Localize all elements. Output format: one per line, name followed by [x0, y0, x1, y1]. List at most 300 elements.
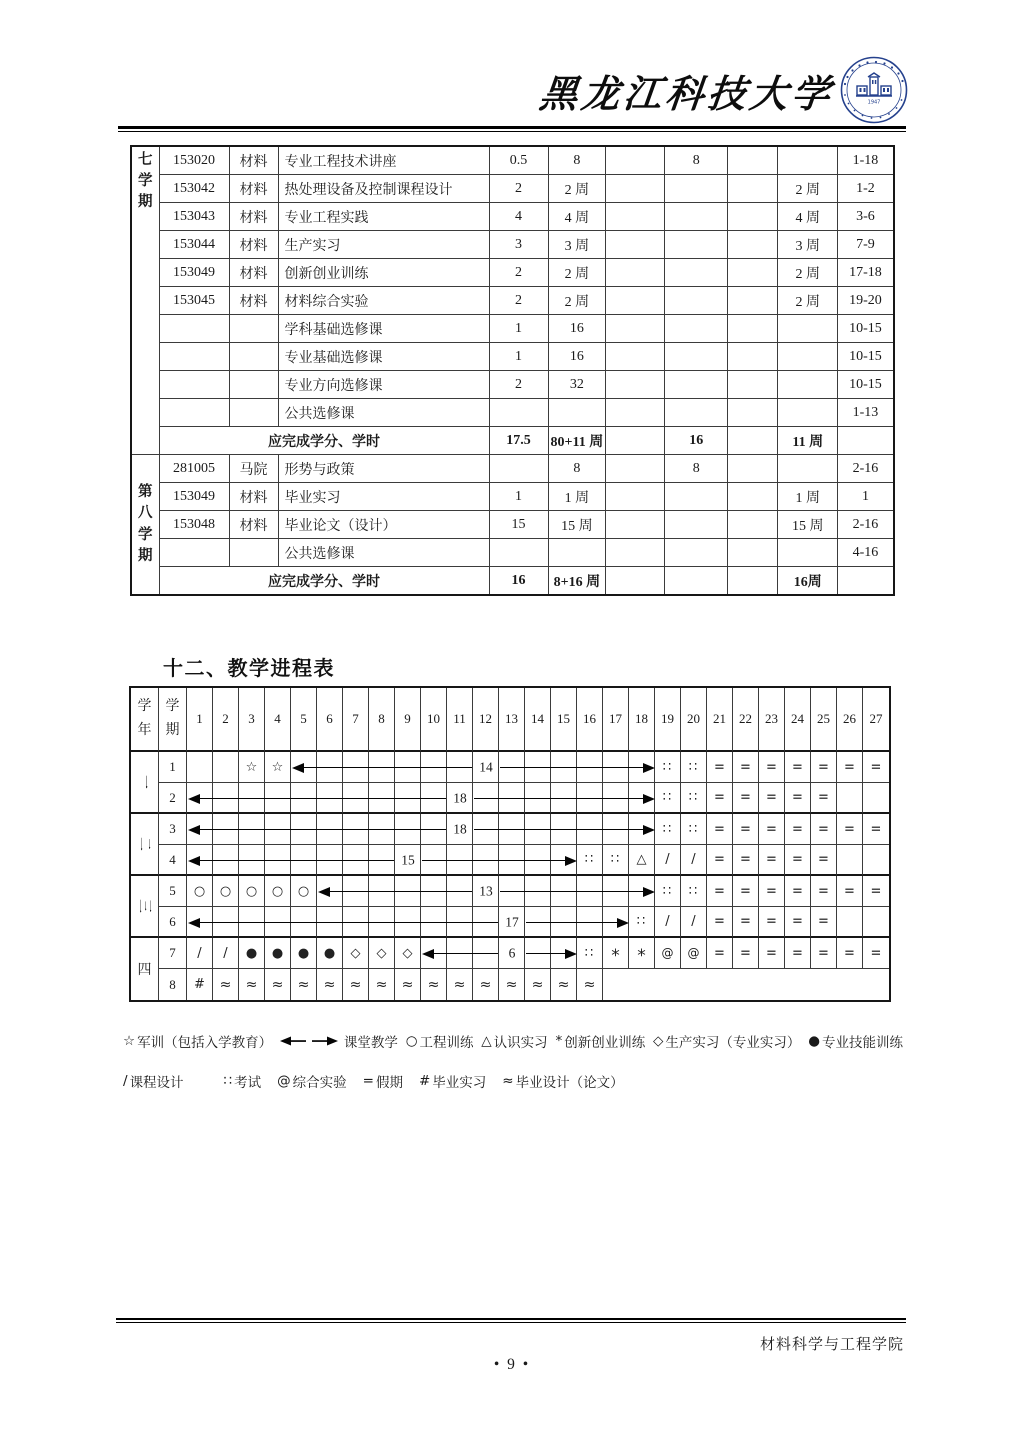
week-symbol: ◇ — [376, 945, 387, 961]
week-cell — [291, 752, 317, 783]
dept-cell: 材料 — [229, 287, 278, 315]
week-cell — [707, 845, 733, 876]
col-j-cell: 2 周 — [778, 175, 838, 203]
week-cell — [759, 938, 785, 969]
merged-empty-cell — [603, 969, 889, 1000]
week-cell — [213, 783, 239, 814]
week-header-cell: 19 — [655, 688, 681, 752]
legend-label: 工程训练 — [419, 1035, 474, 1050]
col-h-cell — [665, 539, 728, 567]
name-cell: 创新创业训练 — [278, 259, 489, 287]
week-cell — [291, 845, 317, 876]
week-header-cell: 23 — [759, 688, 785, 752]
name-cell: 专业工程技术讲座 — [278, 146, 489, 175]
hours-cell: 3 周 — [548, 231, 606, 259]
week-symbol: = — [766, 883, 777, 899]
week-cell — [473, 876, 499, 907]
week-cell — [551, 814, 577, 845]
dept-cell — [229, 315, 278, 343]
week-symbol: ● — [271, 945, 284, 961]
week-cell — [733, 876, 759, 907]
course-row — [131, 455, 894, 483]
week-cell — [317, 938, 343, 969]
week-cell — [499, 845, 525, 876]
week-cell — [577, 814, 603, 845]
legend-item — [808, 1031, 903, 1051]
week-symbol: / — [223, 945, 228, 961]
university-calligraphy: 黑龙江科技大学 — [537, 73, 836, 116]
week-symbol: ≈ — [323, 976, 336, 993]
col-h-cell — [665, 259, 728, 287]
week-symbol: = — [844, 883, 855, 899]
code-cell: 153049 — [159, 483, 229, 511]
week-cell — [811, 907, 837, 938]
week-symbol: = — [714, 914, 725, 929]
week-symbol: ≈ — [245, 976, 258, 993]
weeks-cell: 2-16 — [838, 455, 894, 483]
week-symbol: / — [197, 945, 202, 961]
summary-value-cell: 11 周 — [778, 427, 838, 455]
weeks-cell: 4-16 — [838, 539, 894, 567]
course-schedule-table — [130, 145, 895, 596]
week-cell — [733, 752, 759, 783]
legend-symbol: @ — [277, 1073, 291, 1089]
week-cell — [759, 907, 785, 938]
summary-row — [131, 567, 894, 596]
week-symbol: * — [611, 945, 620, 966]
week-header-cell: 9 — [395, 688, 421, 752]
col-g-cell — [606, 259, 665, 287]
week-cell — [785, 783, 811, 814]
hours-cell: 15 周 — [548, 511, 606, 539]
week-cell — [655, 876, 681, 907]
week-symbol: ∷ — [636, 914, 647, 929]
week-symbol: ∷ — [584, 945, 595, 961]
week-cell — [421, 938, 447, 969]
week-symbol: / — [665, 914, 670, 929]
week-cell — [837, 783, 863, 814]
week-cell — [473, 907, 499, 938]
week-cell — [473, 938, 499, 969]
week-symbol: = — [844, 945, 855, 961]
week-symbol: ∷ — [688, 883, 699, 899]
col-j-cell: 4 周 — [778, 203, 838, 231]
week-cell — [655, 938, 681, 969]
course-row — [131, 146, 894, 175]
university-seal-icon — [840, 56, 908, 124]
hours-cell — [548, 539, 606, 567]
page-number: • 9 • — [493, 1356, 531, 1373]
summary-row — [131, 427, 894, 455]
dept-cell: 材料 — [229, 146, 278, 175]
name-cell: 专业工程实践 — [278, 203, 489, 231]
col-j-cell: 1 周 — [778, 483, 838, 511]
week-symbol: ∷ — [584, 852, 595, 867]
dept-cell — [229, 371, 278, 399]
week-symbol: = — [792, 759, 803, 775]
week-cell — [863, 938, 889, 969]
col-j-cell — [778, 455, 838, 483]
hours-cell: 32 — [548, 371, 606, 399]
week-cell — [707, 907, 733, 938]
week-symbol: = — [792, 852, 803, 867]
week-symbol: ◇ — [402, 945, 413, 961]
week-symbol: / — [691, 852, 696, 867]
dept-cell: 材料 — [229, 231, 278, 259]
week-cell — [317, 845, 343, 876]
arrow-week-count: 18 — [450, 791, 470, 806]
credits-cell: 2 — [489, 259, 548, 287]
week-cell — [265, 845, 291, 876]
col-j-cell: 2 周 — [778, 259, 838, 287]
header-rule — [118, 126, 906, 132]
week-cell — [629, 938, 655, 969]
col-j-cell — [778, 315, 838, 343]
week-cell — [837, 876, 863, 907]
dept-cell: 马院 — [229, 455, 278, 483]
col-i-cell — [728, 287, 778, 315]
week-symbol: = — [844, 759, 855, 775]
col-j-cell: 3 周 — [778, 231, 838, 259]
year-label: 四 — [137, 963, 152, 978]
col-i-cell — [728, 483, 778, 511]
week-cell — [707, 938, 733, 969]
week-symbol: ● — [323, 945, 336, 961]
week-cell — [655, 845, 681, 876]
week-header-cell: 24 — [785, 688, 811, 752]
week-cell — [447, 814, 473, 845]
week-cell — [421, 783, 447, 814]
week-cell — [785, 845, 811, 876]
legend-symbol: # — [418, 1073, 431, 1089]
week-symbol: = — [870, 821, 882, 837]
week-cell — [369, 845, 395, 876]
hours-cell: 4 周 — [548, 203, 606, 231]
summary-value-cell: 80+11 周 — [548, 427, 606, 455]
course-row — [131, 231, 894, 259]
week-cell — [291, 907, 317, 938]
week-cell — [681, 845, 707, 876]
week-cell — [551, 938, 577, 969]
week-cell — [733, 783, 759, 814]
weeks-cell: 10-15 — [838, 371, 894, 399]
week-header-cell: 2 — [213, 688, 239, 752]
code-cell: 153049 — [159, 259, 229, 287]
week-symbol: = — [818, 914, 829, 929]
week-cell — [733, 907, 759, 938]
week-cell — [759, 814, 785, 845]
code-cell — [159, 315, 229, 343]
week-symbol: = — [740, 790, 751, 805]
legend-item — [363, 1071, 403, 1091]
credits-cell: 1 — [489, 343, 548, 371]
week-cell — [655, 814, 681, 845]
week-cell — [447, 783, 473, 814]
week-cell — [837, 814, 863, 845]
week-symbol: * — [637, 945, 646, 966]
week-header-cell: 10 — [421, 688, 447, 752]
week-symbol: = — [766, 759, 777, 775]
col-j-cell — [778, 399, 838, 427]
week-symbol: = — [766, 852, 777, 867]
col-g-cell — [606, 539, 665, 567]
week-cell — [499, 814, 525, 845]
arrow-week-count: 6 — [506, 946, 519, 961]
week-header-cell: 8 — [369, 688, 395, 752]
week-header-cell: 26 — [837, 688, 863, 752]
week-symbol: = — [740, 759, 751, 775]
col-g-cell — [606, 175, 665, 203]
week-cell — [733, 814, 759, 845]
week-cell — [499, 783, 525, 814]
credits-cell: 1 — [489, 315, 548, 343]
week-symbol: = — [792, 914, 803, 929]
semester-label-cell: 七 学 期 — [131, 146, 159, 455]
week-cell — [213, 845, 239, 876]
weeks-cell: 1-13 — [838, 399, 894, 427]
course-row — [131, 343, 894, 371]
code-cell: 153042 — [159, 175, 229, 203]
week-cell — [473, 752, 499, 783]
col-h-cell — [665, 483, 728, 511]
week-cell — [733, 938, 759, 969]
week-cell — [785, 814, 811, 845]
seal-year-text: 1947 — [867, 99, 881, 106]
week-cell — [343, 938, 369, 969]
code-cell: 153020 — [159, 146, 229, 175]
legend-item — [555, 1031, 645, 1051]
week-symbol: = — [740, 852, 751, 867]
week-cell — [603, 814, 629, 845]
week-symbol: = — [766, 945, 777, 961]
week-cell — [395, 938, 421, 969]
legend-symbol: ● — [808, 1033, 820, 1049]
code-cell — [159, 343, 229, 371]
week-symbol: ○ — [245, 883, 258, 899]
legend-symbol: ∷ — [223, 1073, 233, 1089]
legend-label: 课程设计 — [129, 1075, 184, 1090]
dept-cell — [229, 539, 278, 567]
col-i-cell — [728, 203, 778, 231]
week-cell — [265, 969, 291, 1000]
week-symbol: ≈ — [219, 976, 232, 993]
week-symbol: ○ — [219, 883, 232, 899]
week-cell — [369, 783, 395, 814]
legend-label: 考试 — [234, 1075, 262, 1090]
week-cell — [681, 938, 707, 969]
weeks-cell: 19-20 — [838, 287, 894, 315]
week-symbol: ● — [297, 945, 310, 961]
week-cell — [343, 907, 369, 938]
week-cell — [681, 814, 707, 845]
legend-item — [419, 1071, 486, 1091]
week-cell — [655, 907, 681, 938]
sem-header-cell: 学 期 — [159, 688, 187, 752]
name-cell: 形势与政策 — [278, 455, 489, 483]
week-cell — [785, 876, 811, 907]
credits-cell: 15 — [489, 511, 548, 539]
week-cell — [395, 783, 421, 814]
week-cell — [525, 845, 551, 876]
week-cell — [863, 752, 889, 783]
week-symbol: ≈ — [557, 976, 570, 993]
col-j-cell — [778, 343, 838, 371]
week-symbol: = — [740, 821, 751, 837]
week-cell — [707, 783, 733, 814]
code-cell: 153043 — [159, 203, 229, 231]
section-title: 十二、教学进程表 — [163, 658, 335, 680]
week-symbol: ∷ — [688, 821, 699, 837]
week-cell — [681, 752, 707, 783]
week-cell — [551, 845, 577, 876]
week-cell — [473, 969, 499, 1000]
week-cell — [525, 752, 551, 783]
year-label: 一 — [135, 775, 151, 789]
name-cell: 毕业实习 — [278, 483, 489, 511]
name-cell: 专业方向选修课 — [278, 371, 489, 399]
week-symbol: = — [740, 945, 751, 961]
hours-cell: 2 周 — [548, 175, 606, 203]
week-cell — [551, 969, 577, 1000]
hours-cell: 16 — [548, 315, 606, 343]
week-cell — [577, 783, 603, 814]
week-symbol: ≈ — [583, 976, 596, 993]
week-cell — [343, 814, 369, 845]
week-cell — [239, 907, 265, 938]
week-cell — [759, 845, 785, 876]
page-header — [0, 54, 908, 126]
week-cell — [577, 752, 603, 783]
credits-cell: 1 — [489, 483, 548, 511]
credits-cell: 0.5 — [489, 146, 548, 175]
week-cell — [317, 876, 343, 907]
week-cell — [447, 938, 473, 969]
week-cell — [187, 969, 213, 1000]
week-cell — [239, 938, 265, 969]
weeks-cell: 10-15 — [838, 315, 894, 343]
arrow-week-count: 18 — [450, 822, 470, 837]
week-cell — [603, 876, 629, 907]
weeks-cell: 17-18 — [838, 259, 894, 287]
year-header-cell: 学 年 — [131, 688, 159, 752]
course-row — [131, 315, 894, 343]
week-cell — [421, 814, 447, 845]
week-header-cell: 27 — [863, 688, 889, 752]
legend-item — [481, 1031, 547, 1051]
col-g-cell — [606, 399, 665, 427]
credits-cell — [489, 455, 548, 483]
semester-number-cell: 1 — [159, 752, 187, 783]
week-cell — [681, 907, 707, 938]
week-symbol: ◇ — [350, 945, 361, 961]
legend-item — [653, 1031, 800, 1051]
week-symbol: = — [818, 852, 829, 867]
week-cell — [499, 969, 525, 1000]
week-cell — [213, 969, 239, 1000]
week-cell — [213, 814, 239, 845]
week-symbol: = — [818, 945, 829, 961]
col-h-cell — [665, 175, 728, 203]
week-symbol: / — [665, 852, 670, 867]
col-j-cell — [778, 371, 838, 399]
week-cell — [239, 845, 265, 876]
col-g-cell — [606, 146, 665, 175]
course-row — [131, 511, 894, 539]
week-cell — [811, 814, 837, 845]
code-cell — [159, 371, 229, 399]
week-cell — [343, 783, 369, 814]
weeks-cell: 7-9 — [838, 231, 894, 259]
week-symbol: ≈ — [375, 976, 388, 993]
name-cell: 毕业论文（设计） — [278, 511, 489, 539]
col-h-cell — [665, 203, 728, 231]
credits-cell — [489, 399, 548, 427]
col-h-cell — [665, 287, 728, 315]
week-cell — [421, 969, 447, 1000]
col-g-cell — [606, 511, 665, 539]
legend-item — [280, 1031, 398, 1051]
hours-cell: 1 周 — [548, 483, 606, 511]
week-cell — [707, 814, 733, 845]
week-symbol: = — [818, 883, 829, 899]
summary-label-cell: 应完成学分、学时 — [159, 427, 489, 455]
week-cell — [759, 783, 785, 814]
week-cell — [499, 907, 525, 938]
week-cell — [525, 814, 551, 845]
legend-symbol: ○ — [405, 1033, 418, 1049]
arrow-week-count: 13 — [476, 884, 496, 899]
code-cell: 281005 — [159, 455, 229, 483]
week-symbol: ≈ — [479, 976, 492, 993]
week-header-cell: 14 — [525, 688, 551, 752]
week-cell — [395, 752, 421, 783]
week-symbol: ○ — [297, 883, 310, 899]
week-cell — [291, 814, 317, 845]
col-g-cell — [606, 315, 665, 343]
week-cell — [863, 876, 889, 907]
week-symbol: = — [714, 759, 725, 775]
week-cell — [265, 814, 291, 845]
legend-label: 专业技能训练 — [821, 1035, 903, 1050]
week-header-cell: 11 — [447, 688, 473, 752]
summary-value-cell — [606, 567, 665, 596]
week-symbol: @ — [687, 946, 700, 960]
hours-cell: 2 周 — [548, 259, 606, 287]
summary-value-cell: 16周 — [778, 567, 838, 596]
legend-item — [123, 1031, 272, 1051]
week-cell — [629, 783, 655, 814]
col-i-cell — [728, 146, 778, 175]
week-cell — [239, 814, 265, 845]
dept-cell — [229, 343, 278, 371]
week-cell — [395, 907, 421, 938]
week-cell — [811, 876, 837, 907]
dept-cell: 材料 — [229, 203, 278, 231]
col-j-cell — [778, 539, 838, 567]
week-cell — [343, 752, 369, 783]
weeks-cell: 1-18 — [838, 146, 894, 175]
week-cell — [525, 938, 551, 969]
week-cell — [187, 783, 213, 814]
week-symbol: = — [740, 914, 751, 929]
code-cell: 153044 — [159, 231, 229, 259]
week-symbol: ○ — [271, 883, 284, 899]
week-header-cell: 5 — [291, 688, 317, 752]
week-cell — [213, 876, 239, 907]
week-symbol: ∷ — [662, 821, 673, 837]
year-cell — [131, 876, 159, 938]
col-h-cell — [665, 511, 728, 539]
